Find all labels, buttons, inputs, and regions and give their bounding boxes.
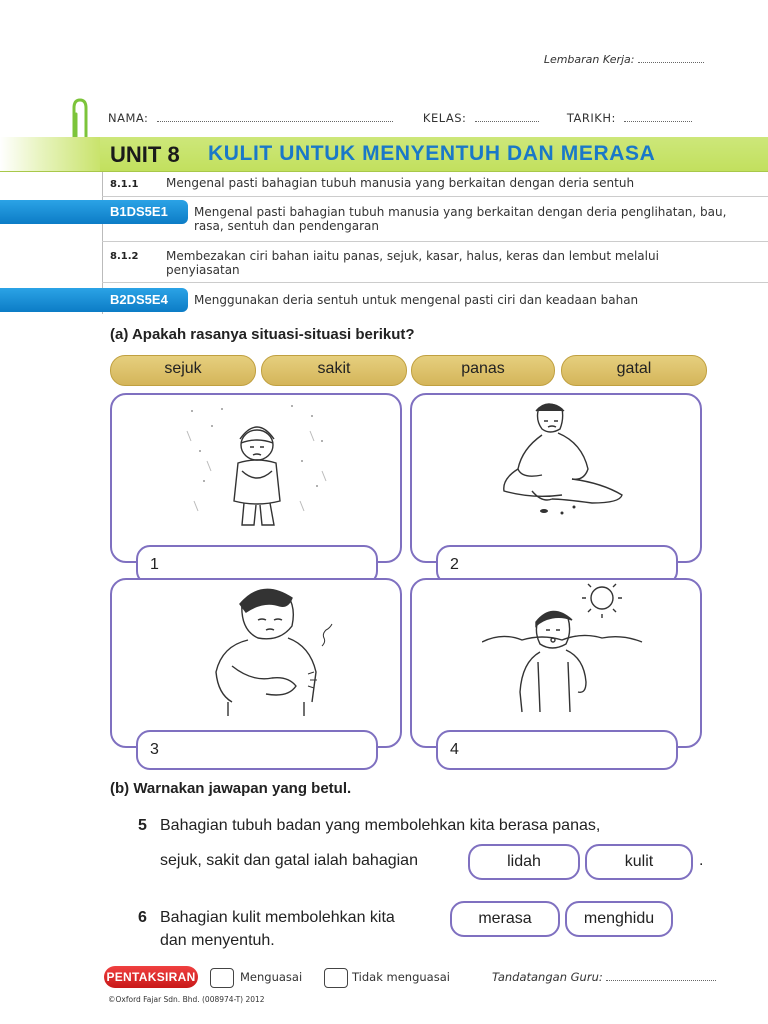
class-label: KELAS: <box>422 111 467 125</box>
code-pill: B1DS5E1 <box>0 200 188 224</box>
question-6-line1: Bahagian kulit membolehkan kita <box>160 909 395 926</box>
standard-text: Membezakan ciri bahan iaitu panas, sejuk, kasar, halus, keras dan lembut melalui penyiasatan <box>166 249 659 277</box>
assessment-badge: PENTAKSIRAN <box>104 966 198 988</box>
picture-card-2 <box>410 393 702 573</box>
standard-text: Mengenal pasti bahagian tubuh manusia yang berkaitan dengan deria penglihatan, bau, rasa, sentuh dan pendengaran <box>194 205 727 233</box>
choice-sakit[interactable]: sakit <box>261 355 407 386</box>
unit-title: KULIT UNTUK MENYENTUH DAN MERASA <box>208 142 656 165</box>
picture-card-4 <box>410 578 702 758</box>
option-kulit[interactable]: kulit <box>585 844 693 880</box>
name-blank[interactable] <box>157 111 393 122</box>
question-6-number: 6 <box>138 909 147 926</box>
answer-box-4[interactable] <box>436 730 678 770</box>
class-blank[interactable] <box>475 111 539 122</box>
standard-row <box>102 246 768 283</box>
standard-row <box>102 172 768 197</box>
choice-gatal[interactable]: gatal <box>561 355 707 386</box>
hurt-foot-boy-icon <box>492 399 642 529</box>
not-mastered-label: Tidak menguasai <box>352 970 450 984</box>
item-number: 2 <box>450 556 459 573</box>
question-5-line1: Bahagian tubuh badan yang membolehkan kita berasa panas, <box>160 817 601 834</box>
teacher-signature-blank[interactable] <box>606 970 716 981</box>
picture-card-1 <box>110 393 402 573</box>
cold-child-icon <box>182 401 332 531</box>
standard-row-b2 <box>0 288 768 314</box>
picture-card-3 <box>110 578 402 758</box>
standard-text: Mengenal pasti bahagian tubuh manusia yang berkaitan dengan deria sentuh <box>166 176 635 190</box>
question-6-line2: dan menyentuh. <box>160 932 275 949</box>
item-number: 4 <box>450 741 459 758</box>
option-lidah[interactable]: lidah <box>468 844 580 880</box>
answer-box-3[interactable] <box>136 730 378 770</box>
copyright: ©Oxford Fajar Sdn. Bhd. (008974-T) 2012 <box>108 995 265 1004</box>
choice-sejuk[interactable]: sejuk <box>110 355 256 386</box>
worksheet-label: Lembaran Kerja: <box>544 52 704 66</box>
item-number: 3 <box>150 741 159 758</box>
code-pill: B2DS5E4 <box>0 288 188 312</box>
not-mastered-checkbox[interactable] <box>324 968 348 988</box>
standard-row-b1 <box>0 200 768 240</box>
question-5-line2: sejuk, sakit dan gatal ialah bahagian <box>160 852 418 869</box>
standard-code: 8.1.2 <box>110 251 139 262</box>
date-label: TARIKH: <box>566 111 616 125</box>
teacher-signature-label: Tandatangan Guru: <box>492 970 716 984</box>
mastered-label: Menguasai <box>240 970 303 984</box>
item-number: 1 <box>150 556 159 573</box>
question-5-number: 5 <box>138 817 147 834</box>
student-info-row <box>108 111 692 125</box>
itchy-arm-boy-icon <box>192 582 352 716</box>
unit-number: UNIT 8 <box>110 142 180 167</box>
standard-code: 8.1.1 <box>110 179 139 190</box>
name-label: NAMA: <box>108 111 149 125</box>
standard-text: Menggunakan deria sentuh untuk mengenal pasti ciri dan keadaan bahan <box>194 293 639 307</box>
instruction-b: (b) Warnakan jawapan yang betul. <box>110 780 352 797</box>
option-menghidu[interactable]: menghidu <box>565 901 673 937</box>
question-a: (a) Apakah rasanya situasi-situasi berikut? <box>110 326 415 343</box>
question-5-end: . <box>699 852 704 869</box>
worksheet-number-blank[interactable] <box>638 52 704 63</box>
date-blank[interactable] <box>624 111 692 122</box>
mastered-checkbox[interactable] <box>210 968 234 988</box>
choice-panas[interactable]: panas <box>411 355 555 386</box>
option-merasa[interactable]: merasa <box>450 901 560 937</box>
hot-sun-boy-icon <box>482 582 652 716</box>
